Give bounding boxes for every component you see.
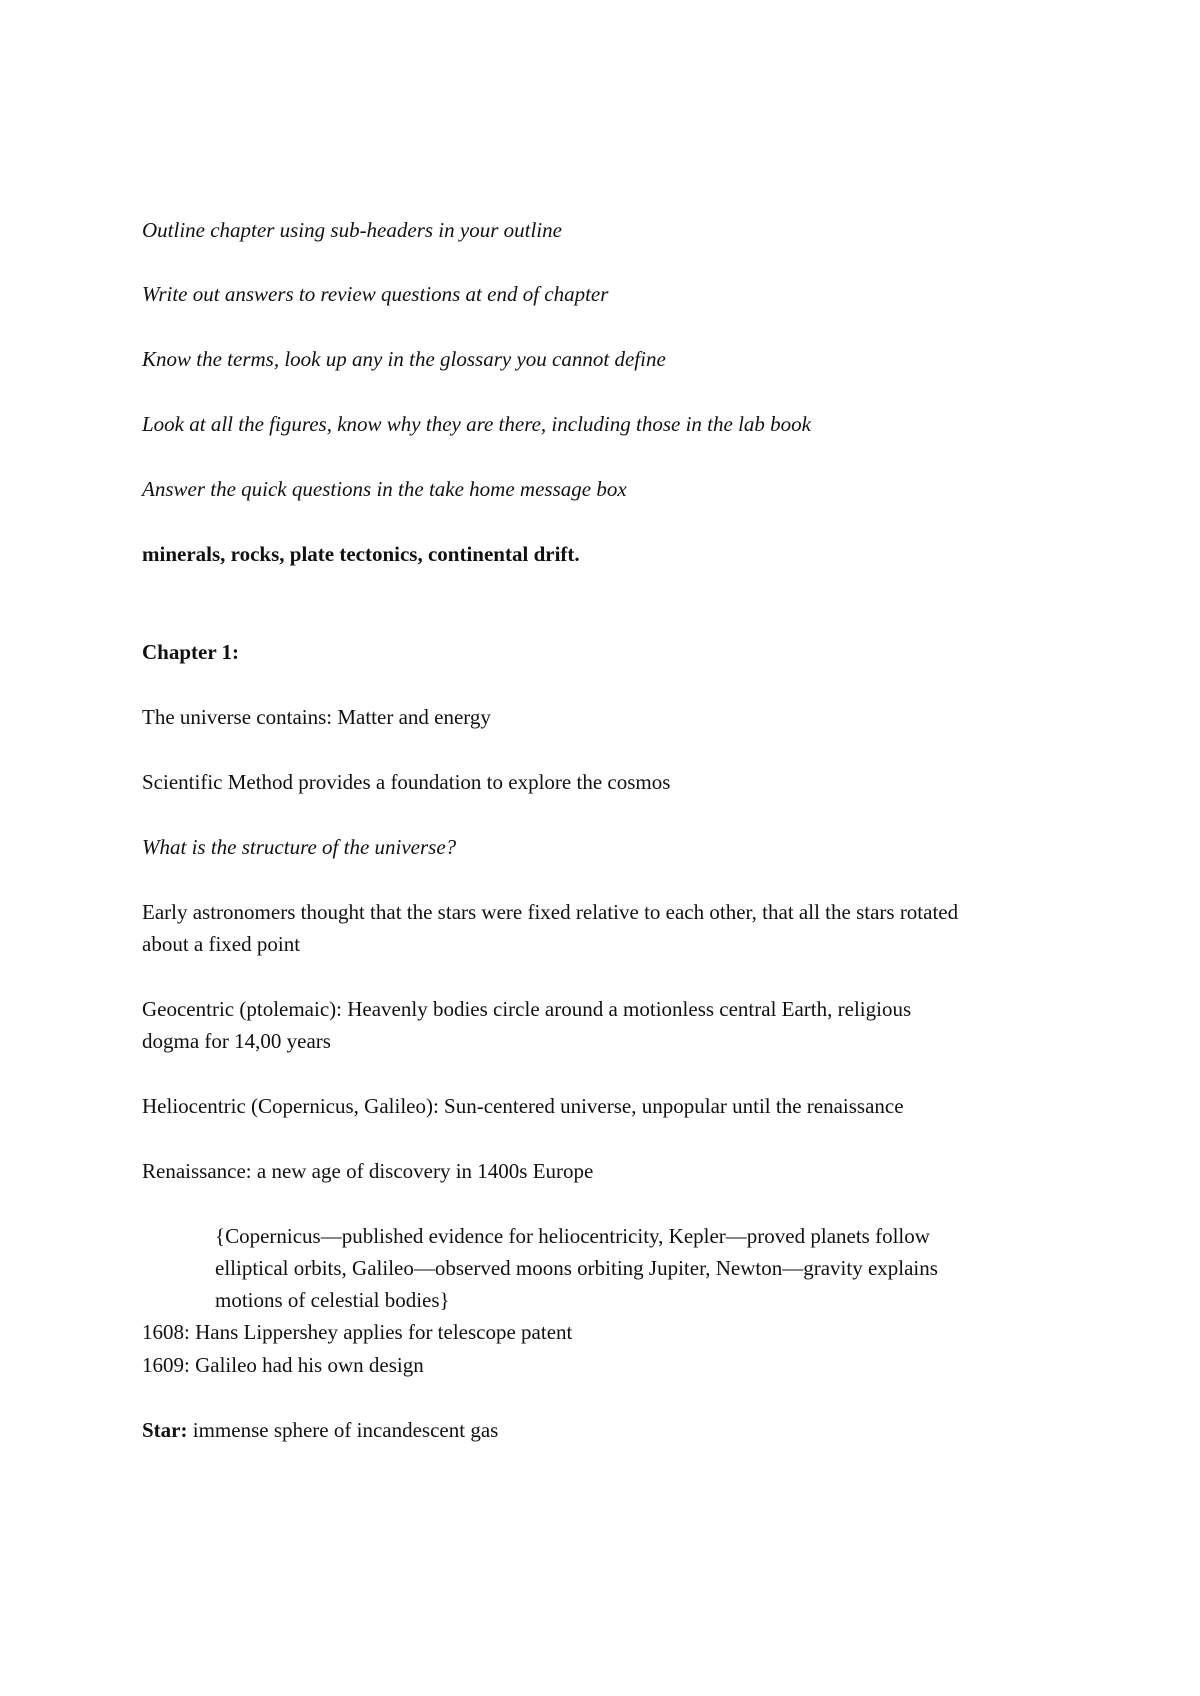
instruction-terms: Know the terms, look up any in the glossary you cannot define bbox=[142, 347, 666, 371]
note-universe-contains: The universe contains: Matter and energy bbox=[142, 705, 491, 729]
note-figures-line-1: {Copernicus—published evidence for heliocentricity, Kepler—proved planets follow bbox=[215, 1224, 930, 1248]
note-figures-line-3: motions of celestial bodies} bbox=[215, 1288, 450, 1312]
instruction-quick-questions: Answer the quick questions in the take home message box bbox=[142, 477, 627, 501]
note-structure-question: What is the structure of the universe? bbox=[142, 835, 457, 859]
note-geocentric-line-2: dogma for 14,00 years bbox=[142, 1029, 331, 1053]
note-figures-line-2: elliptical orbits, Galileo—observed moons orbiting Jupiter, Newton—gravity explains bbox=[215, 1256, 938, 1280]
instruction-figures: Look at all the figures, know why they are there, including those in the lab book bbox=[142, 412, 811, 436]
note-timeline-1609: 1609: Galileo had his own design bbox=[142, 1353, 424, 1377]
note-early-astronomers-line-2: about a fixed point bbox=[142, 932, 301, 956]
instruction-outline: Outline chapter using sub-headers in your outline bbox=[142, 218, 562, 242]
note-scientific-method: Scientific Method provides a foundation to explore the cosmos bbox=[142, 770, 671, 794]
star-definition-text: immense sphere of incandescent gas bbox=[187, 1418, 499, 1442]
instruction-review-questions: Write out answers to review questions at end of chapter bbox=[142, 282, 609, 306]
topics-line: minerals, rocks, plate tectonics, continental drift. bbox=[142, 542, 580, 566]
note-geocentric-line-1: Geocentric (ptolemaic): Heavenly bodies circle around a motionless central Earth, religious bbox=[142, 997, 912, 1021]
star-term: Star: bbox=[142, 1418, 188, 1442]
note-early-astronomers-line-1: Early astronomers thought that the stars were fixed relative to each other, that all the stars rotated bbox=[142, 900, 959, 924]
note-timeline-1608: 1608: Hans Lippershey applies for telescope patent bbox=[142, 1320, 573, 1344]
note-heliocentric: Heliocentric (Copernicus, Galileo): Sun-centered universe, unpopular until the renaissance bbox=[142, 1094, 904, 1118]
chapter-heading: Chapter 1: bbox=[142, 640, 240, 664]
note-star-definition bbox=[142, 1414, 498, 1446]
note-renaissance: Renaissance: a new age of discovery in 1400s Europe bbox=[142, 1159, 594, 1183]
